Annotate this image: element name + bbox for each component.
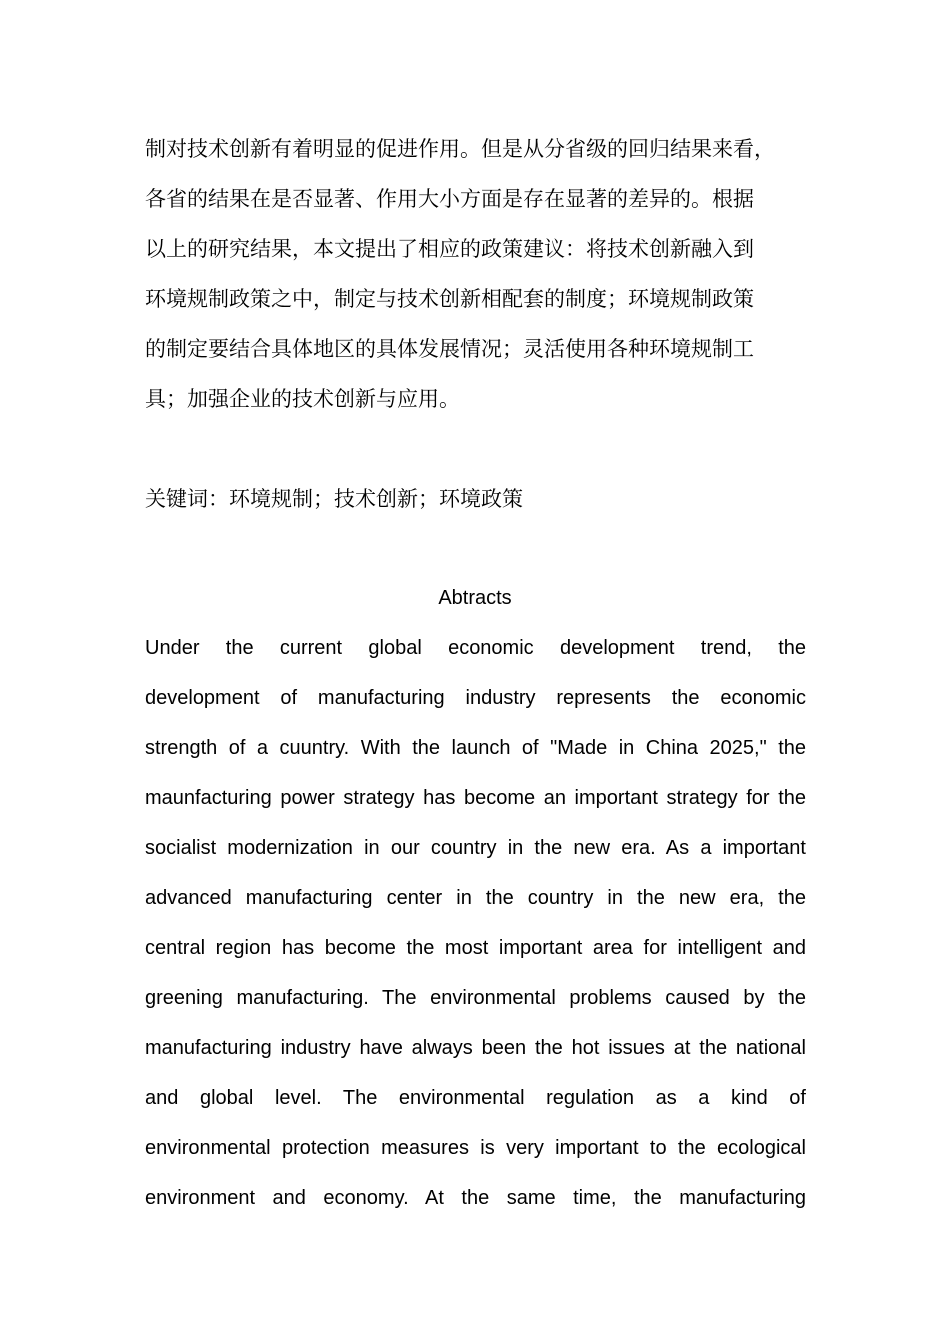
english-abstract-line: socialist modernization in our country in the new era. As a important (145, 837, 806, 859)
english-abstract-line: Under the current global economic development trend, the (145, 637, 806, 659)
chinese-abstract-line: 以上的研究结果，本文提出了相应的政策建议：将技术创新融入到 (145, 237, 754, 261)
chinese-abstract-line: 具；加强企业的技术创新与应用。 (145, 387, 460, 411)
english-abstract-title: Abtracts (438, 587, 512, 609)
english-abstract-line: manufacturing industry have always been the hot issues at the national (145, 1037, 806, 1059)
english-abstract-line: development of manufacturing industry represents the economic (145, 687, 806, 709)
chinese-abstract-line: 的制定要结合具体地区的具体发展情况；灵活使用各种环境规制工 (145, 337, 754, 361)
english-abstract-line: environment and economy. At the same time, the manufacturing (145, 1187, 806, 1209)
chinese-keywords: 关键词：环境规制；技术创新；环境政策 (145, 487, 523, 511)
chinese-abstract-line: 环境规制政策之中，制定与技术创新相配套的制度；环境规制政策 (145, 287, 754, 311)
english-abstract-line: central region has become the most important area for intelligent and (145, 937, 806, 959)
english-abstract-line: strength of a cuuntry. With the launch of "Made in China 2025," the (145, 737, 806, 759)
chinese-abstract-line: 制对技术创新有着明显的促进作用。但是从分省级的回归结果来看， (145, 137, 775, 161)
english-abstract-line: environmental protection measures is very important to the ecological (145, 1137, 806, 1159)
english-abstract-line: advanced manufacturing center in the country in the new era, the (145, 887, 806, 909)
english-abstract-line: greening manufacturing. The environmental problems caused by the (145, 987, 806, 1009)
english-abstract-line: and global level. The environmental regulation as a kind of (145, 1087, 806, 1109)
english-abstract-line: maunfacturing power strategy has become an important strategy for the (145, 787, 806, 809)
chinese-abstract-line: 各省的结果在是否显著、作用大小方面是存在显著的差异的。根据 (145, 187, 754, 211)
